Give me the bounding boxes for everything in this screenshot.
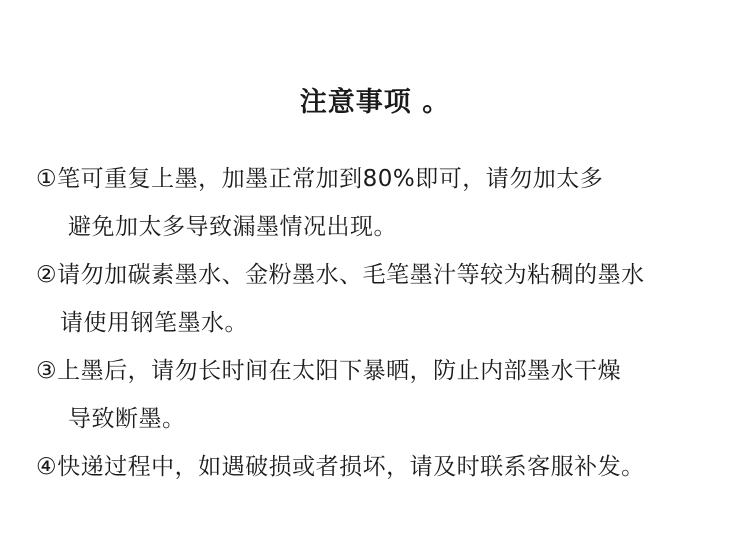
note-4-line-1: ④快递过程中，如遇破损或者损坏，请及时联系客服补发。 bbox=[36, 454, 645, 480]
note-1-line-1: ①笔可重复上墨，加墨正常加到80%即可，请勿加太多 bbox=[36, 166, 604, 192]
note-1-line-2: 避免加太多导致漏墨情况出现。 bbox=[68, 214, 397, 240]
note-3-line-1: ③上墨后，请勿长时间在太阳下暴晒，防止内部墨水干燥 bbox=[36, 358, 622, 384]
note-2-line-1: ②请勿加碳素墨水、金粉墨水、毛笔墨汁等较为粘稠的墨水 bbox=[36, 262, 645, 288]
page-title: 注意事项 。 bbox=[299, 87, 451, 118]
note-3-line-2: 导致断墨。 bbox=[68, 406, 186, 432]
notes-list bbox=[36, 155, 726, 491]
note-2-line-2: 请使用钢笔墨水。 bbox=[60, 310, 248, 336]
